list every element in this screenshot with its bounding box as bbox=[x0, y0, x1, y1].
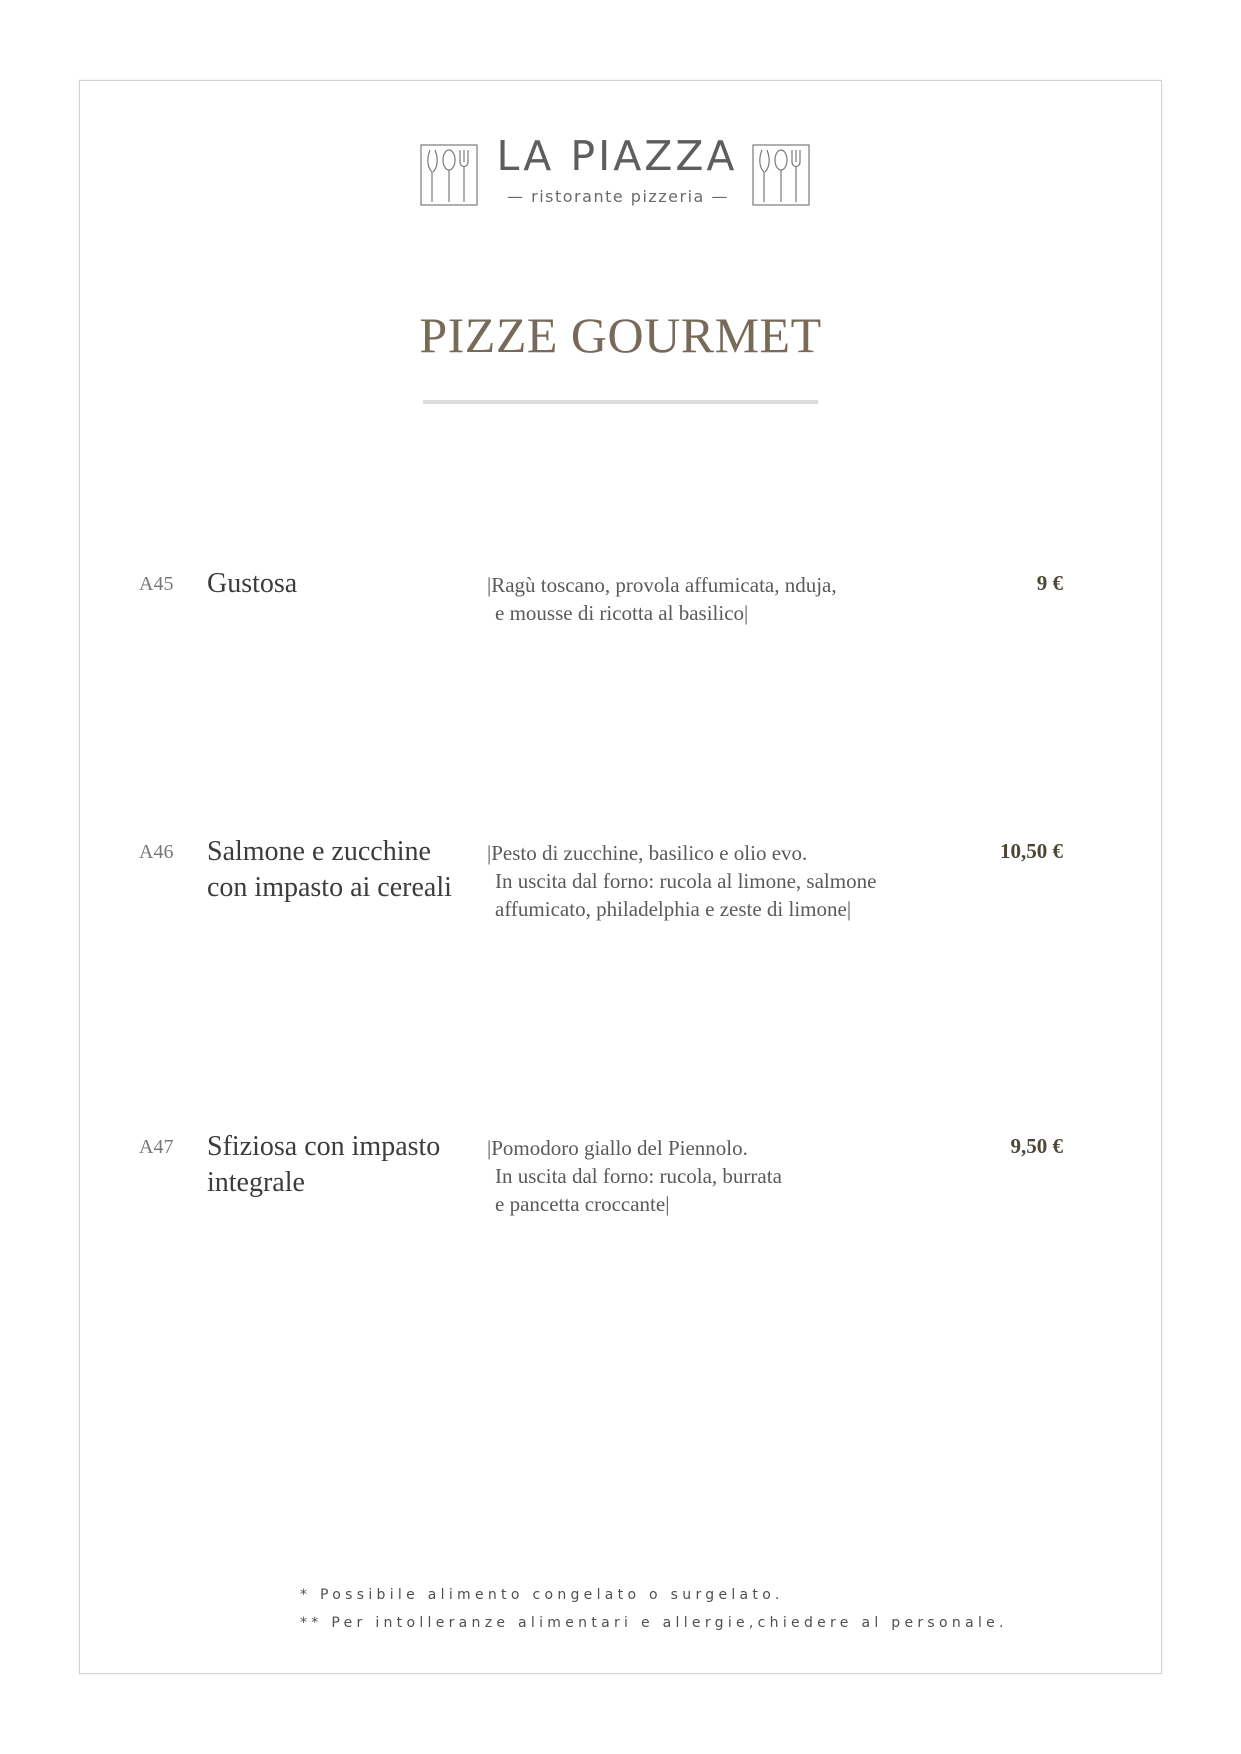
footnotes bbox=[300, 1581, 1020, 1637]
description-line: In uscita dal forno: rucola, burrata bbox=[495, 1164, 782, 1188]
item-description bbox=[487, 839, 927, 923]
item-price: 9,50 € bbox=[1010, 1134, 1063, 1158]
page-title: PIZZE GOURMET bbox=[419, 307, 822, 363]
footnote: ** Per intolleranze alimentari e allergie,chiedere al personale. bbox=[300, 1615, 1008, 1631]
description-line: |Ragù toscano, provola affumicata, nduja, bbox=[487, 573, 837, 597]
item-description bbox=[487, 1134, 927, 1218]
item-code: A45 bbox=[139, 573, 174, 595]
item-name: Salmone e zucchine con impasto ai cereali bbox=[207, 836, 452, 903]
description-line: affumicato, philadelphia e zeste di limone| bbox=[495, 897, 852, 921]
item-code: A46 bbox=[139, 841, 174, 863]
description-line: In uscita dal forno: rucola al limone, salmone bbox=[495, 869, 877, 893]
item-code: A47 bbox=[139, 1136, 174, 1158]
item-name: Sfiziosa con impasto integrale bbox=[207, 1131, 441, 1198]
restaurant-tagline: — ristorante pizzeria — bbox=[507, 187, 729, 206]
description-line: |Pesto di zucchine, basilico e olio evo. bbox=[487, 841, 808, 865]
restaurant-name: LA PIAZZA bbox=[496, 132, 738, 180]
footnote: * Possibile alimento congelato o surgelato. bbox=[300, 1587, 784, 1603]
item-description bbox=[487, 571, 927, 627]
item-price: 9 € bbox=[1036, 571, 1063, 595]
title-divider bbox=[423, 400, 818, 404]
cutlery-icon bbox=[752, 144, 810, 206]
item-name: Gustosa bbox=[207, 568, 298, 599]
description-line: e mousse di ricotta al basilico| bbox=[495, 601, 749, 625]
description-line: |Pomodoro giallo del Piennolo. bbox=[487, 1136, 748, 1160]
cutlery-icon bbox=[420, 144, 478, 206]
item-price: 10,50 € bbox=[1000, 839, 1063, 863]
restaurant-logo bbox=[420, 132, 820, 210]
description-line: e pancetta croccante| bbox=[495, 1192, 670, 1216]
